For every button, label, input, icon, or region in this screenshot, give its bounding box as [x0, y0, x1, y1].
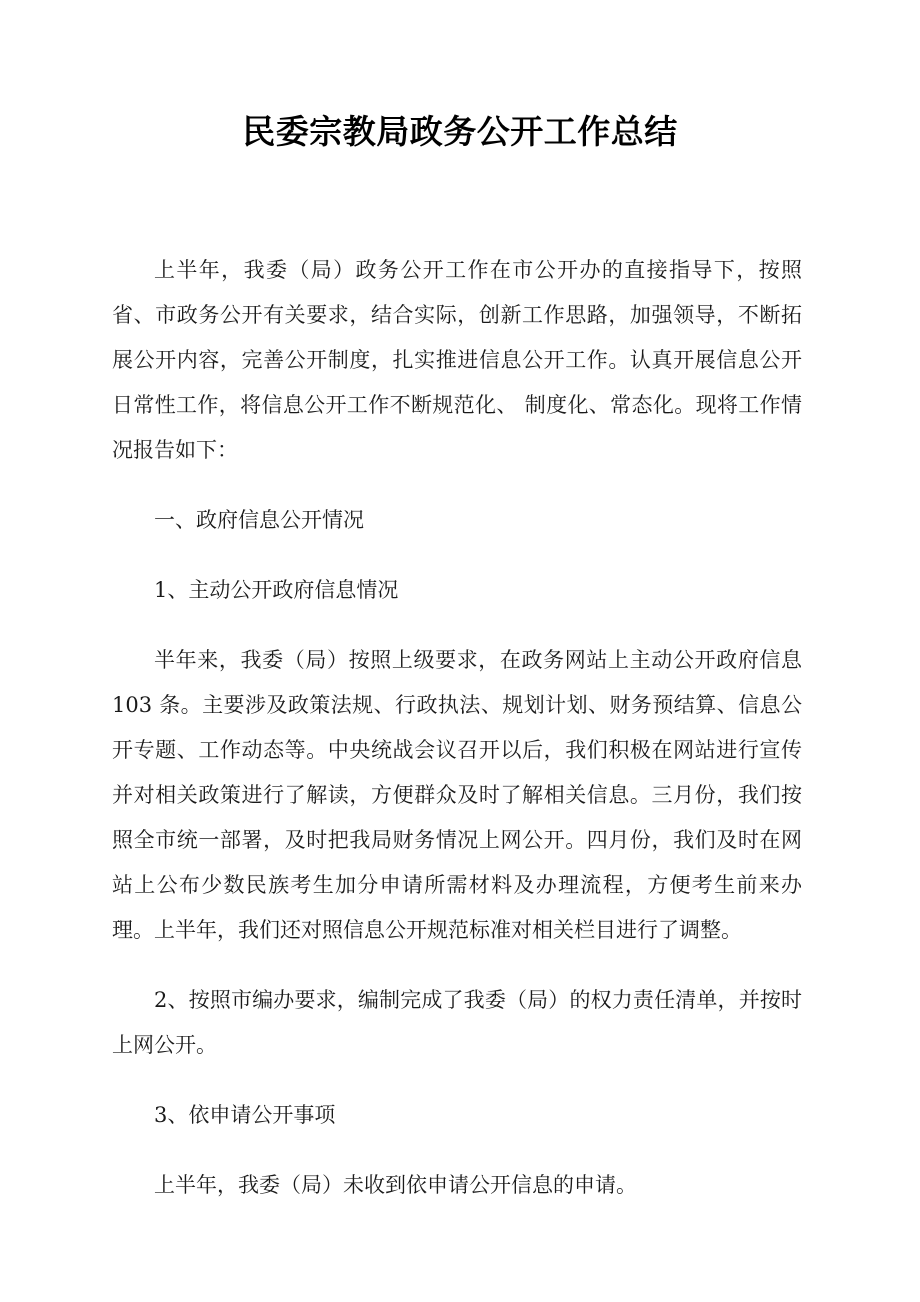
subsection-1-body: 半年来，我委（局）按照上级要求，在政务网站上主动公开政府信息 103 条。主要涉及政策法规、行政执法、规划计划、财务预结算、信息公开专题、工作动态等。中央统战会议召开以后，我们积极在网站进行宣传并对相关政策进行了解读，方便群众及时了解相关信息。三月份，我们按照全市统一部署，及时把我局财务情况上网公开。四月份，我们及时在网站上公布少数民族考生加分申请所需材料及办理流程，方便考生前来办理。上半年，我们还对照信息公开规范标准对相关栏目进行了调整。 [112, 648, 802, 942]
subsection-heading-1: 1、主动公开政府信息情况 [154, 578, 399, 602]
document-body [112, 248, 802, 1208]
subsection-3-body: 上半年，我委（局）未收到依申请公开信息的申请。 [154, 1173, 637, 1197]
subsection-2-body: 2、按照市编办要求，编制完成了我委（局）的权力责任清单，并按时上网公开。 [112, 988, 802, 1057]
page-title: 民委宗教局政务公开工作总结 [242, 112, 678, 151]
intro-paragraph: 上半年，我委（局）政务公开工作在市公开办的直接指导下，按照省、市政务公开有关要求，结合实际，创新工作思路，加强领导，不断拓展公开内容，完善公开制度，扎实推进信息公开工作。认真开展信息公开日常性工作，将信息公开工作不断规范化、 制度化、常态化。现将工作情况报告如下： [112, 258, 802, 462]
section-heading-1: 一、政府信息公开情况 [154, 508, 364, 532]
subsection-heading-3: 3、依申请公开事项 [154, 1103, 336, 1127]
